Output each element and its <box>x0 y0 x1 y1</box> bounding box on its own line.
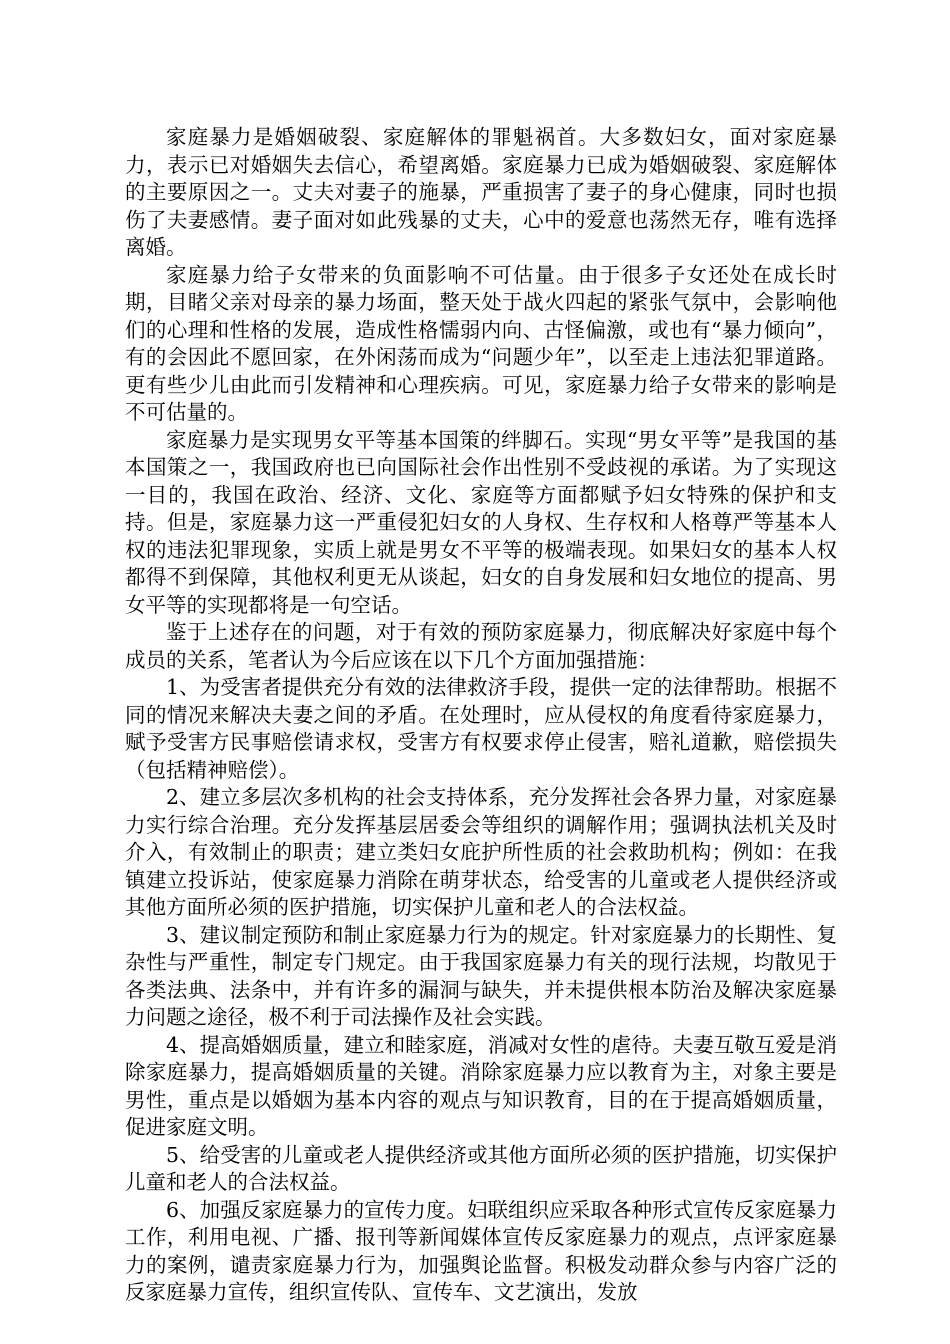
paragraph-measure-1: 1、为受害者提供充分有效的法律救济手段，提供一定的法律帮助。根据不同的情况来解决夫妻之间的矛盾。在处理时，应从侵权的角度看待家庭暴力，赋予受害方民事赔偿请求权，受害方有权要求停止侵害，赔礼道歉，赔偿损失（包括精神赔偿）。 <box>125 675 837 782</box>
paragraph-measure-6: 6、加强反家庭暴力的宣传力度。妇联组织应采取各种形式宣传反家庭暴力工作，利用电视、广播、报刊等新闻媒体宣传反家庭暴力的观点，点评家庭暴力的案例，谴责家庭暴力行为，加强舆论监督。积极发动群众参与内容广泛的反家庭暴力宣传，组织宣传队、宣传车、文艺演出，发放 <box>125 1197 837 1304</box>
paragraph-gender-equality: 家庭暴力是实现男女平等基本国策的绊脚石。实现“男女平等”是我国的基本国策之一，我国政府也已向国际社会作出性别不受歧视的承诺。为了实现这一目的，我国在政治、经济、文化、家庭等方面都赋予妇女特殊的保护和支持。但是，家庭暴力这一严重侵犯妇女的人身权、生存权和人格尊严等基本人权的违法犯罪现象，实质上就是男女不平等的极端表现。如果妇女的基本人权都得不到保障，其他权利更无从谈起，妇女的自身发展和妇女地位的提高、男女平等的实现都将是一句空话。 <box>125 427 837 617</box>
paragraph-measures-intro: 鉴于上述存在的问题，对于有效的预防家庭暴力，彻底解决好家庭中每个成员的关系，笔者认为今后应该在以下几个方面加强措施： <box>125 620 837 672</box>
document-body <box>125 124 837 1307</box>
paragraph-measure-5: 5、给受害的儿童或老人提供经济或其他方面所必须的医护措施，切实保护儿童和老人的合法权益。 <box>125 1142 837 1194</box>
paragraph-children-impact: 家庭暴力给子女带来的负面影响不可估量。由于很多子女还处在成长时期，目睹父亲对母亲的暴力场面，整天处于战火四起的紧张气氛中，会影响他们的心理和性格的发展，造成性格懦弱内向、古怪偏激，或也有“暴力倾向”，有的会因此不愿回家，在外闲荡而成为“问题少年”，以至走上违法犯罪道路。更有些少儿由此而引发精神和心理疾病。可见，家庭暴力给子女带来的影响是不可估量的。 <box>125 262 837 424</box>
paragraph-divorce-cause: 家庭暴力是婚姻破裂、家庭解体的罪魁祸首。大多数妇女，面对家庭暴力，表示已对婚姻失去信心，希望离婚。家庭暴力已成为婚姻破裂、家庭解体的主要原因之一。丈夫对妻子的施暴，严重损害了妻子的身心健康，同时也损伤了夫妻感情。妻子面对如此残暴的丈夫，心中的爱意也荡然无存，唯有选择离婚。 <box>125 125 837 259</box>
paragraph-measure-4: 4、提高婚姻质量，建立和睦家庭，消减对女性的虐待。夫妻互敬互爱是消除家庭暴力，提高婚姻质量的关键。消除家庭暴力应以教育为主，对象主要是男性，重点是以婚姻为基本内容的观点与知识教育，目的在于提高婚姻质量，促进家庭文明。 <box>125 1032 837 1139</box>
paragraph-measure-2: 2、建立多层次多机构的社会支持体系，充分发挥社会各界力量，对家庭暴力实行综合治理。充分发挥基层居委会等组织的调解作用；强调执法机关及时介入，有效制止的职责；建立类妇女庇护所性质的社会救助机构；例如：在我镇建立投诉站，使家庭暴力消除在萌芽状态，给受害的儿童或老人提供经济或其他方面所必须的医护措施，切实保护儿童和老人的合法权益。 <box>125 785 837 919</box>
paragraph-measure-3: 3、建议制定预防和制止家庭暴力行为的规定。针对家庭暴力的长期性、复杂性与严重性，制定专门规定。由于我国家庭暴力有关的现行法规，均散见于各类法典、法条中，并有许多的漏洞与缺失，并未提供根本防治及解决家庭暴力问题之途径，极不利于司法操作及社会实践。 <box>125 922 837 1029</box>
